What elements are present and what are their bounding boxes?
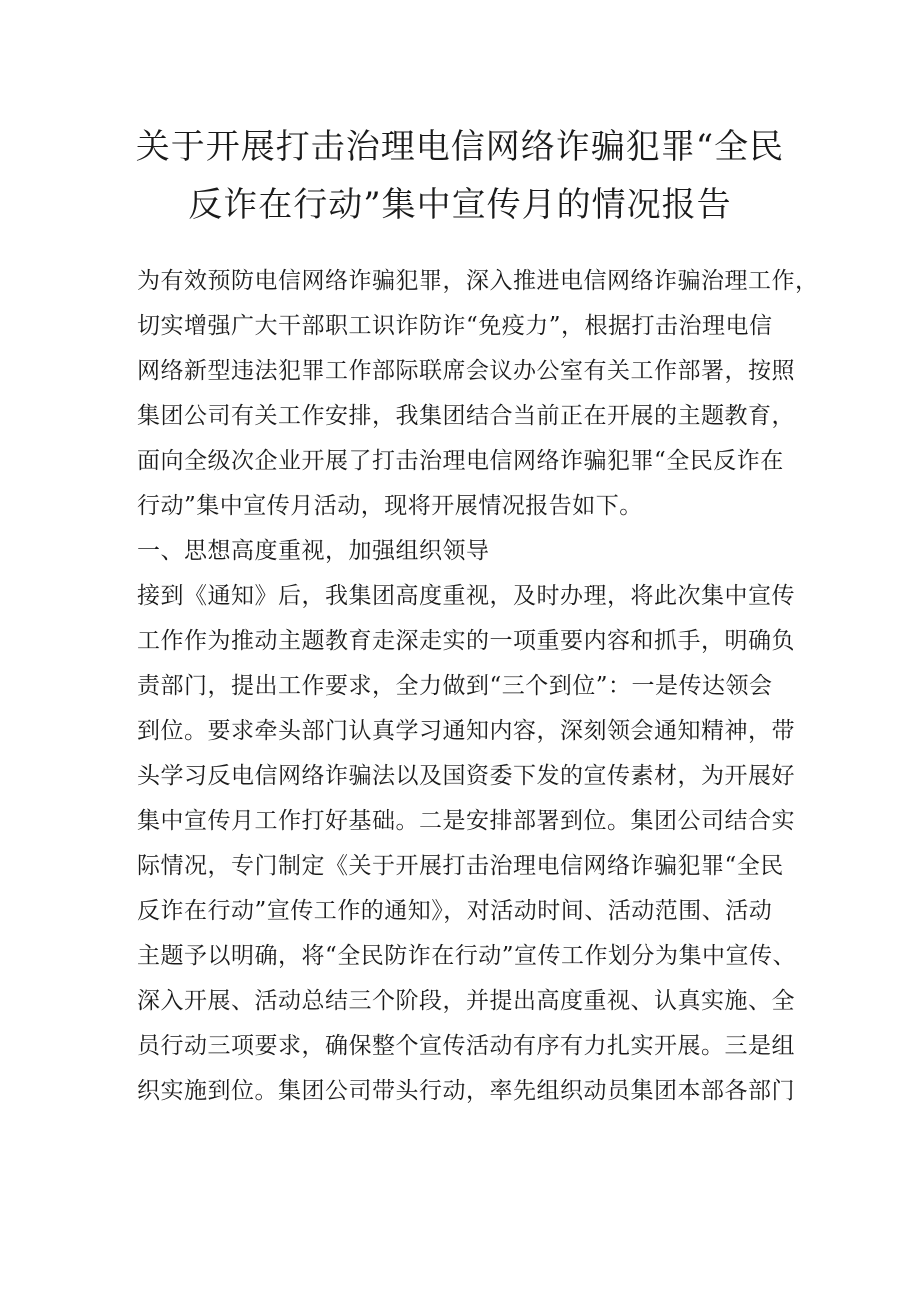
body-line: 集中宣传月工作打好基础。二是安排部署到位。集团公司结合实 [137,808,795,834]
body-line: 网络新型违法犯罪工作部际联席会议办公室有关工作部署，按照 [137,358,795,384]
body-line: 工作作为推动主题教育走深走实的一项重要内容和抓手，明确负 [137,628,795,654]
body-line: 集团公司有关工作安排，我集团结合当前正在开展的主题教育， [137,403,795,429]
section-heading: 一、思想高度重视，加强组织领导 [137,538,490,564]
body-line: 面向全级次企业开展了打击治理电信网络诈骗犯罪“全民反诈在 [137,448,784,474]
body-line: 员行动三项要求，确保整个宣传活动有序有力扎实开展。三是组 [137,1033,795,1059]
body-line: 到位。要求牵头部门认真学习通知内容，深刻领会通知精神，带 [137,718,795,744]
body-line: 织实施到位。集团公司带头行动，率先组织动员集团本部各部门 [137,1078,795,1104]
body-line: 际情况，专门制定《关于开展打击治理电信网络诈骗犯罪“全民 [137,853,784,879]
body-line: 主题予以明确，将“全民防诈在行动”宣传工作划分为集中宣传、 [137,943,797,969]
body-line: 接到《通知》后，我集团高度重视，及时办理，将此次集中宣传 [137,583,795,609]
body-line: 反诈在行动”宣传工作的通知》，对活动时间、活动范围、活动 [137,898,773,924]
body-line: 切实增强广大干部职工识诈防诈“免疫力”，根据打击治理电信 [137,313,773,339]
body-line: 头学习反电信网络诈骗法以及国资委下发的宣传素材，为开展好 [137,763,795,789]
body-line: 深入开展、活动总结三个阶段，并提出高度重视、认真实施、全 [137,988,795,1014]
document-title-line-1: 关于开展打击治理电信网络诈骗犯罪“全民 [135,127,785,167]
body-line: 责部门，提出工作要求，全力做到“三个到位”：一是传达领会 [137,673,773,699]
body-line: 行动”集中宣传月活动，现将开展情况报告如下。 [137,493,643,519]
document-title-line-2: 反诈在行动”集中宣传月的情况报告 [188,185,732,225]
body-line: 为有效预防电信网络诈骗犯罪，深入推进电信网络诈骗治理工作， [137,268,819,294]
